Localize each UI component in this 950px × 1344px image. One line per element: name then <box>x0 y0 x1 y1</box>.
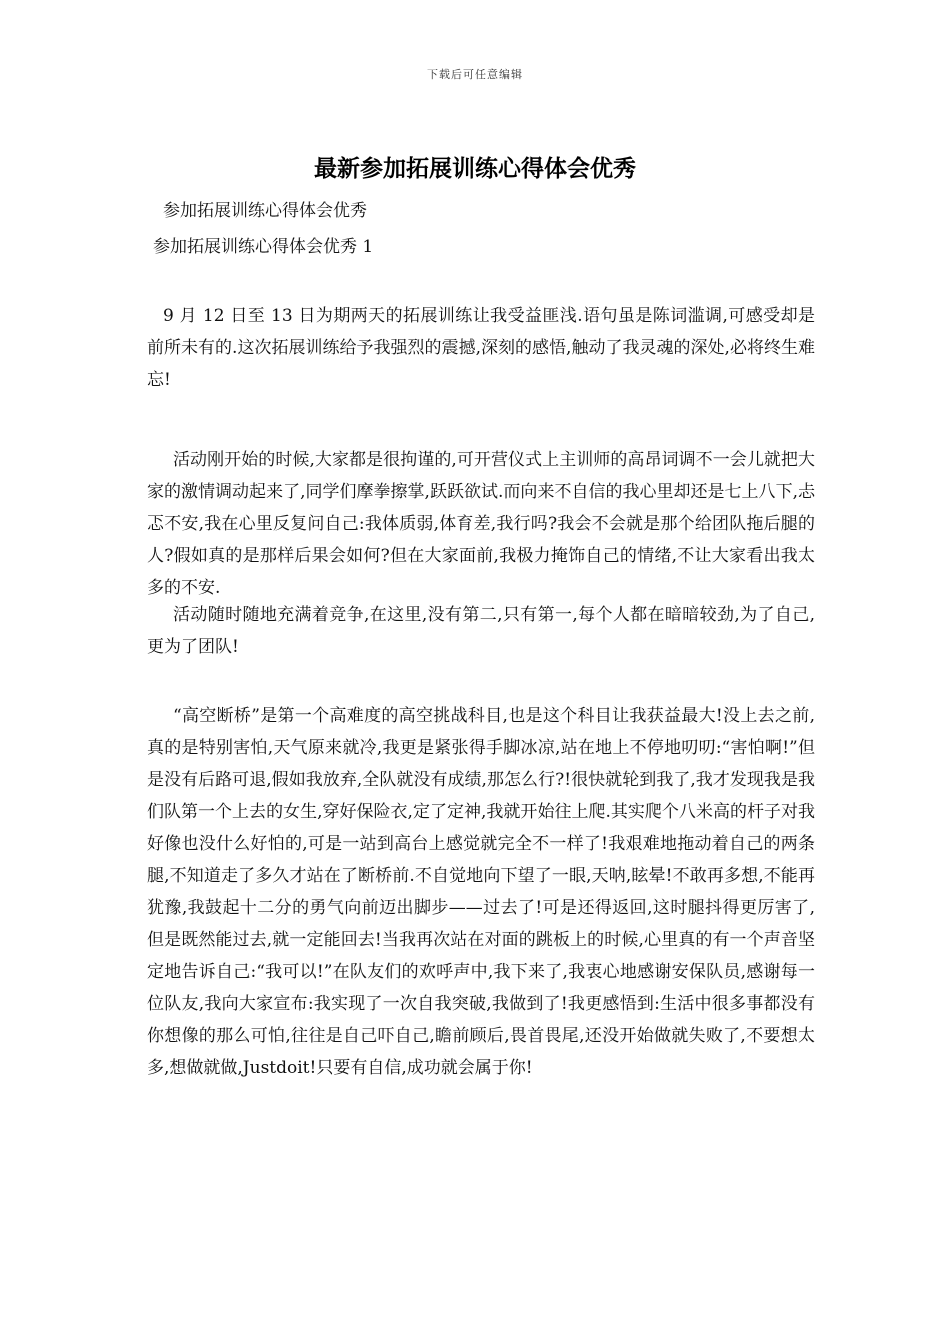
document-title: 最新参加拓展训练心得体会优秀 <box>314 156 636 182</box>
section-heading: 参加拓展训练心得体会优秀 1 <box>153 237 374 257</box>
paragraph-competition: 活动随时随地充满着竞争,在这里,没有第二,只有第一,每个人都在暗暗较劲,为了自己,更为了团队! <box>147 605 815 657</box>
document-subtitle: 参加拓展训练心得体会优秀 <box>163 201 367 221</box>
paragraph-high-bridge: “高空断桥”是第一个高难度的高空挑战科目,也是这个科目让我获益最大!没上去之前,真的是特别害怕,天气原来就冷,我更是紧张得手脚冰凉,站在地上不停地叨叨:“害怕啊!”但是没有后路可退,假如我放弃,全队就没有成绩,那怎么行?!很快就轮到我了,我才发现我是我们队第一个上去的女生,穿好保险衣,定了定神,我就开始往上爬.其实爬个八米高的杆子对我好像也没什么好怕的,可是一站到高台上感觉就完全不一样了!我艰难地拖动着自己的两条腿,不知道走了多久才站在了断桥前.不自觉地向下望了一眼,天呐,眩晕!不敢再多想,不能再犹豫,我鼓起十二分的勇气向前迈出脚步——过去了!可是还得返回,这时腿抖得更厉害了,但是既然能过去,就一定能回去!当我再次站在对面的跳板上的时候,心里真的有一个声音坚定地告诉自己:“我可以!”在队友们的欢呼声中,我下来了,我衷心地感谢安保队员,感谢每一位队友,我向大家宣布:我实现了一次自我突破,我做到了!我更感悟到:生活中很多事都没有你想像的那么可怕,往往是自己吓自己,瞻前顾后,畏首畏尾,还没开始做就失败了,不要想太多,想做就做,Justdoit!只要有自信,成功就会属于你! <box>147 706 815 1078</box>
page-header-note: 下载后可任意编辑 <box>427 68 523 81</box>
paragraph-intro: 9 月 12 日至 13 日为期两天的拓展训练让我受益匪浅.语句虽是陈词滥调,可感受却是前所未有的.这次拓展训练给予我强烈的震撼,深刻的感悟,触动了我灵魂的深处,必将终生难忘! <box>147 306 815 390</box>
paragraph-opening: 活动刚开始的时候,大家都是很拘谨的,可开营仪式上主训师的高昂词调不一会儿就把大家的激情调动起来了,同学们摩拳擦掌,跃跃欲试.而向来不自信的我心里却还是七上八下,忐忑不安,我在心里反复问自己:我体质弱,体育差,我行吗?我会不会就是那个给团队拖后腿的人?假如真的是那样后果会如何?但在大家面前,我极力掩饰自己的情绪,不让大家看出我太多的不安. <box>147 450 815 598</box>
